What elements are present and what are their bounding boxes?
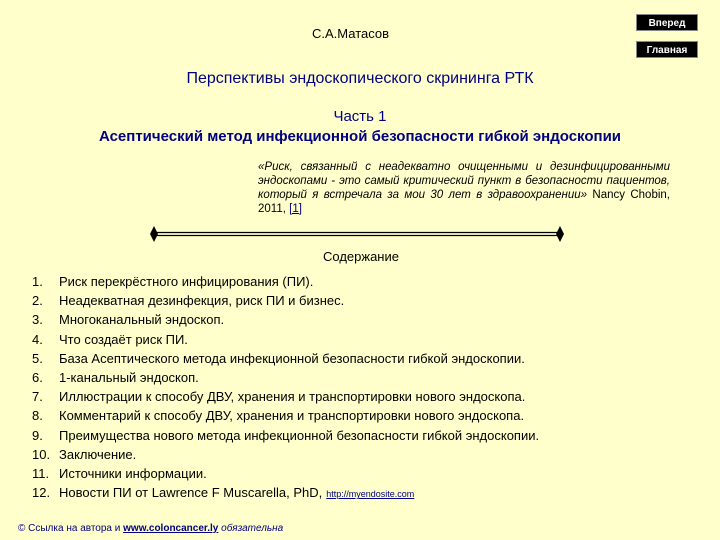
footer-suffix: обязательна xyxy=(218,523,284,534)
toc-item[interactable] xyxy=(32,483,712,504)
quote-text: «Риск, связанный с неадекватно очищенными и дезинфицированными эндоскопами - это самый критический пункт в безопасности пациентов, который я встречала за мои 30 лет в здравоохранении» xyxy=(258,161,670,201)
toc-item-text: Новости ПИ от Lawrence F Muscarella, PhD, xyxy=(59,485,323,501)
toc-item[interactable] xyxy=(32,426,712,445)
quote-block xyxy=(258,160,670,216)
toc-item[interactable] xyxy=(32,291,712,310)
toc-item-text: Многоканальный эндоскоп. xyxy=(59,312,225,328)
toc-item-text: Преимущества нового метода инфекционной безопасности гибкой эндоскопии. xyxy=(59,427,540,443)
quote-attribution: Nancy Chobin, 2011, xyxy=(258,189,670,215)
toc-item-text: Риск перекрёстного инфицирования (ПИ). xyxy=(59,274,314,289)
toc-item-text: Неадекватная дезинфекция, риск ПИ и бизнес. xyxy=(59,293,345,309)
home-button[interactable]: Главная xyxy=(636,41,698,58)
toc-item-number: 11. xyxy=(32,466,50,482)
toc-item-text: 1-канальный эндоскоп. xyxy=(59,370,199,386)
toc-item[interactable] xyxy=(32,387,712,406)
toc-item-text: Комментарий к способу ДВУ, хранения и транспортировки нового эндоскопа. xyxy=(59,408,525,424)
author-name: С.А.Матасов xyxy=(312,26,390,41)
toc-site-link[interactable]: http://myendosite.com xyxy=(326,489,415,500)
part-heading: Часть 1 xyxy=(333,108,387,125)
toc-item-number: 9. xyxy=(32,427,43,443)
divider-right-diamond-icon xyxy=(556,226,564,242)
toc-item[interactable] xyxy=(32,445,712,464)
toc-item-number: 2. xyxy=(32,293,43,309)
footer-prefix: © Ссылка на автора и xyxy=(18,523,124,534)
toc-item-text: Источники информации. xyxy=(59,466,207,482)
footer-note xyxy=(18,523,283,534)
toc-item-number: 6. xyxy=(32,370,43,386)
toc-item-text: Что создаёт риск ПИ. xyxy=(59,331,188,347)
toc-item-text: База Асептического метода инфекционной безопасности гибкой эндоскопии. xyxy=(59,350,525,366)
forward-button[interactable]: Вперед xyxy=(636,14,698,31)
toc-item[interactable] xyxy=(32,464,712,483)
divider-left-diamond-icon xyxy=(150,226,158,242)
subtitle-heading: Асептический метод инфекционной безопасности гибкой эндоскопии xyxy=(98,128,622,145)
quote-reference-link[interactable]: [1] xyxy=(289,203,302,215)
toc-item-number: 1. xyxy=(32,274,43,289)
toc-item-number: 4. xyxy=(32,331,43,347)
page-title: Перспективы эндоскопического скрининга РТК xyxy=(186,70,534,87)
toc-item-number: 8. xyxy=(32,408,43,424)
footer-site-link[interactable]: www.coloncancer.ly xyxy=(123,523,219,534)
toc-item-number: 7. xyxy=(32,389,43,405)
toc-item-number: 3. xyxy=(32,312,43,328)
toc-item[interactable] xyxy=(32,368,712,387)
toc-item[interactable] xyxy=(32,272,712,291)
toc-item-text: Заключение. xyxy=(59,446,137,462)
toc-item[interactable] xyxy=(32,406,712,425)
toc-item-number: 12. xyxy=(32,485,51,501)
toc-item[interactable] xyxy=(32,310,712,329)
toc-title: Содержание xyxy=(323,249,399,264)
toc-item[interactable] xyxy=(32,330,712,349)
toc-item-number: 5. xyxy=(32,350,43,366)
toc-item-number: 10. xyxy=(32,446,51,462)
toc-item[interactable] xyxy=(32,349,712,368)
section-divider xyxy=(148,226,566,242)
toc-list xyxy=(32,272,712,504)
toc-item-text: Иллюстрации к способу ДВУ, хранения и транспортировки нового эндоскопа. xyxy=(59,389,526,405)
